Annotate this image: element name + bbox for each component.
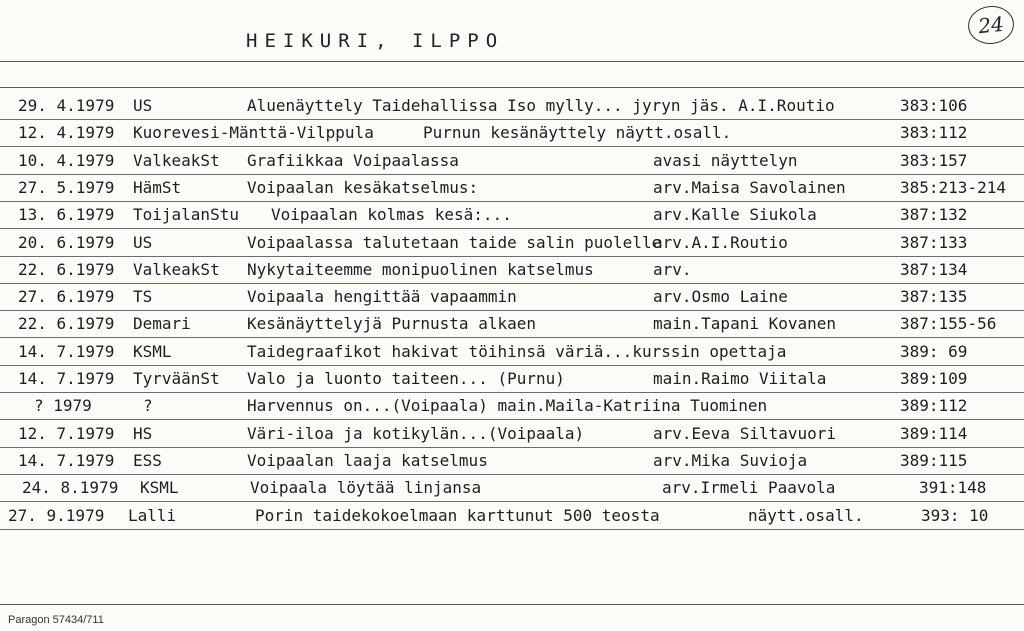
entry-description: Grafiikkaa Voipaalassa [247,150,459,170]
table-row [0,202,1024,228]
entry-ref: 389:114 [900,423,968,443]
entry-description: Voipaalan kolmas kesä:... [271,205,512,225]
entry-date: 22. 6.1979 [18,314,115,334]
entry-ref: 385:213-214 [900,177,1006,197]
entry-description: Voipaalan laaja katselmus [247,450,488,470]
table-row [0,230,1024,256]
entry-source: ToijalanStu [133,205,239,225]
table-row [0,421,1024,447]
table-row [0,284,1024,310]
entry-ref: 387:133 [900,232,968,252]
entry-description: Voipaala löytää linjansa [250,478,482,498]
entry-date: 20. 6.1979 [18,232,115,252]
entry-author: arv.Eeva Siltavuori [653,423,837,443]
entry-date: 10. 4.1979 [18,150,115,170]
entry-author: arv. [653,259,692,279]
card-title: HEIKURI, ILPPO [246,30,505,52]
entry-date: 14. 7.1979 [18,341,115,361]
entry-date: 22. 6.1979 [18,259,115,279]
table-row [0,93,1024,119]
entry-source: US [133,232,153,252]
entry-source: HS [133,423,153,443]
table-row [0,339,1024,365]
entry-source: TS [133,287,153,307]
entry-ref: 387:135 [900,287,968,307]
entry-source: HämSt [133,177,182,197]
entry-ref: 383:112 [900,123,968,143]
entry-description: Voipaalassa talutetaan taide salin puolelle [247,232,662,252]
entry-ref: 383:157 [900,150,968,170]
entry-date: 14. 7.1979 [18,450,115,470]
entry-date: 12. 7.1979 [18,423,115,443]
entry-description: Taidegraafikot hakivat töihinsä väriä...kurssin opettaja [247,341,787,361]
entry-author: main.Raimo Viitala [653,369,827,388]
entry-description: Voipaalan kesäkatselmus: [247,177,479,197]
row-rule [0,529,1024,530]
entry-ref: 389:109 [900,369,968,388]
top-rule [0,61,1024,62]
entry-source: ESS [133,450,162,470]
table-row [0,148,1024,174]
entry-author: arv.Maisa Savolainen [653,177,846,197]
entry-ref: 389:112 [900,396,968,416]
entry-description: Porin taidekokoelmaan karttunut 500 teosta [255,505,660,525]
entry-source: KSML [140,478,179,498]
entry-author: avasi näyttelyn [653,150,798,170]
entry-ref: 391:148 [919,478,987,498]
entry-source: US [133,96,153,115]
entry-description: Väri-iloa ja kotikylän...(Voipaala) [247,423,585,443]
entry-date: 24. 8.1979 [22,478,119,498]
entry-ref: 383:106 [900,96,968,115]
table-row [0,448,1024,474]
entry-date: 27. 6.1979 [18,287,115,307]
table-row [0,393,1024,419]
table-row [0,120,1024,146]
entry-description: Harvennus on...(Voipaala) main.Maila-Katriina Tuominen [247,396,768,416]
entry-source: Kuorevesi-Mänttä-Vilppula [133,123,374,143]
entry-source: ValkeakSt [133,150,220,170]
entry-source: KSML [133,341,172,361]
entry-description: Valo ja luonto taiteen... (Purnu) [247,369,565,388]
entry-description: Nykytaiteemme monipuolinen katselmus [247,259,594,279]
entry-author: arv.Osmo Laine [653,287,788,307]
entry-date: 29. 4.1979 [18,96,115,115]
table-row [0,366,1024,392]
entry-date: 27. 5.1979 [18,177,115,197]
entry-source: TyrväänSt [133,369,220,388]
printer-mark: Paragon 57434/711 [8,614,104,626]
entry-date: ? 1979 [34,396,92,416]
entry-ref: 387:132 [900,205,968,225]
entry-ref: 387:134 [900,259,968,279]
entry-source: ValkeakSt [133,259,220,279]
entry-source: ? [143,396,153,416]
entry-ref: 387:155-56 [900,314,997,334]
entry-ref: 389:115 [900,450,968,470]
entry-author: arv.Mika Suvioja [653,450,808,470]
table-row [0,475,1024,501]
entry-author: näytt.osall. [748,505,864,525]
table-row [0,257,1024,283]
entry-description: Purnun kesänäyttely näytt.osall. [423,123,732,143]
table-row [0,311,1024,337]
header-rule [0,87,1024,88]
entry-source: Demari [133,314,191,334]
entry-ref: 393: 10 [921,505,989,525]
entry-date: 12. 4.1979 [18,123,115,143]
entry-ref: 389: 69 [900,341,968,361]
entry-description: Aluenäyttely Taidehallissa Iso mylly... jyryn jäs. A.I.Routio [247,96,835,115]
entry-source: Lalli [128,505,177,525]
bottom-rule [0,604,1024,605]
entry-description: Kesänäyttelyjä Purnusta alkaen [247,314,536,334]
entry-author: main.Tapani Kovanen [653,314,837,334]
entry-date: 27. 9.1979 [8,505,105,525]
entry-date: 13. 6.1979 [18,205,115,225]
entry-description: Voipaala hengittää vapaammin [247,287,517,307]
card-number-stamp: 24 [966,4,1016,47]
entry-date: 14. 7.1979 [18,369,115,388]
entry-author: arv.Kalle Siukola [653,205,817,225]
entry-author: arv.A.I.Routio [653,232,788,252]
table-row [0,175,1024,201]
table-row [0,503,1024,529]
entry-author: arv.Irmeli Paavola [662,478,836,498]
